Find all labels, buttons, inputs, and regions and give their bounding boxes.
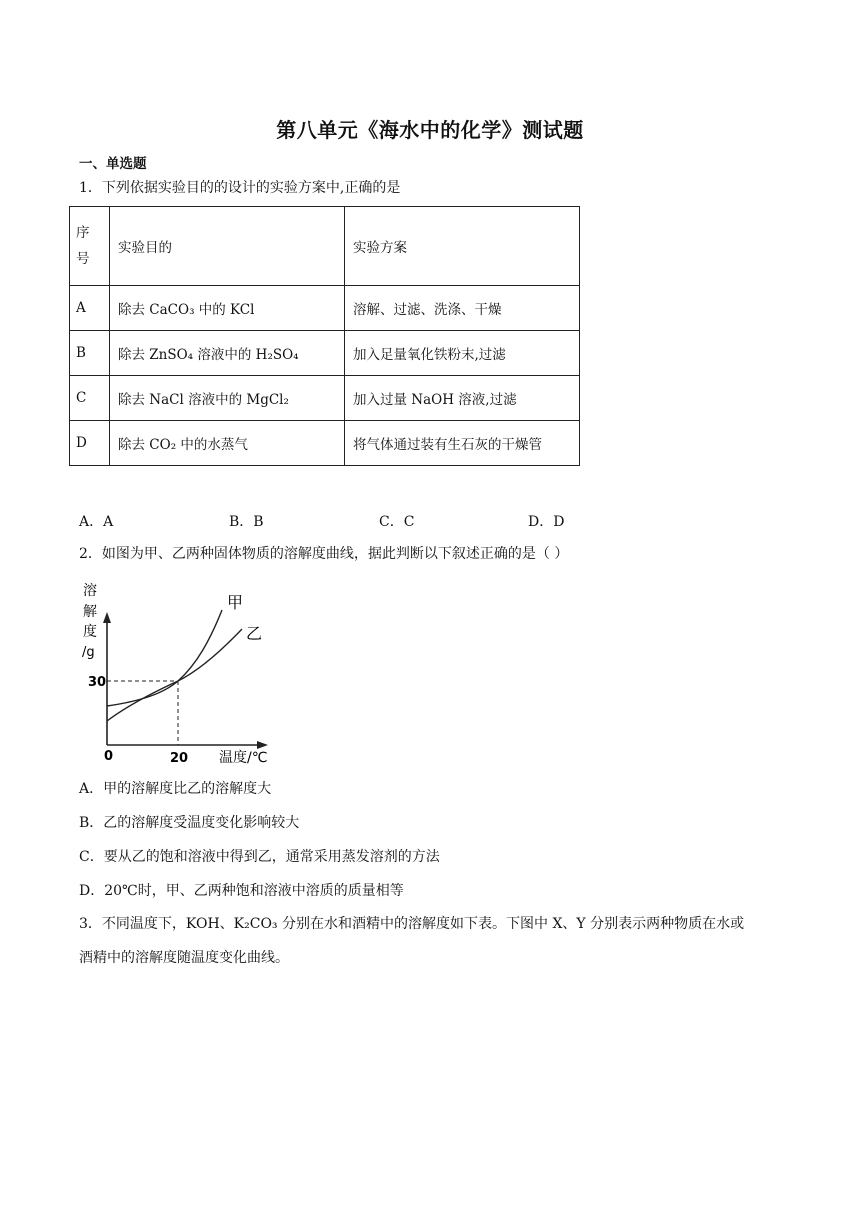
question-1-stem: 1．下列依据实验目的的设计的实验方案中,正确的是 [79,180,401,196]
row-plan: 溶解、过滤、洗涤、干燥 [345,286,580,331]
table-row [70,331,580,376]
y-axis-arrow [103,612,111,623]
table-row [70,376,580,421]
x-axis-arrow [257,741,268,749]
solubility-curve-figure [72,578,282,770]
q1-option-d: D．D [528,514,565,530]
y-label-char-3: 度 [83,624,97,640]
y-label-char-2: 解 [83,604,97,620]
table-header-row [70,207,580,286]
q2-option-a: A．甲的溶解度比乙的溶解度大 [79,781,272,797]
row-purpose: 除去 ZnSO₄ 溶液中的 H₂SO₄ [110,331,345,376]
experiment-table [69,206,580,466]
header-seq-char-1: 序 [76,225,90,241]
row-id: D [70,421,110,466]
row-purpose: 除去 CO₂ 中的水蒸气 [110,421,345,466]
origin-label: 0 [104,749,114,764]
q2-option-c: C．要从乙的饱和溶液中得到乙，通常采用蒸发溶剂的方法 [79,849,440,865]
row-id: C [70,376,110,421]
q1-option-c: C．C [379,514,415,530]
header-purpose: 实验目的 [110,207,345,286]
row-plan: 将气体通过装有生石灰的干燥管 [345,421,580,466]
table-row [70,286,580,331]
x-axis-label: 温度/℃ [219,750,268,766]
q2-option-d: D．20℃时，甲、乙两种饱和溶液中溶质的质量相等 [79,883,404,899]
row-purpose: 除去 CaCO₃ 中的 KCl [110,286,345,331]
row-plan: 加入足量氧化铁粉末,过滤 [345,331,580,376]
page-title: 第八单元《海水中的化学》测试题 [276,118,584,142]
question-2-stem: 2．如图为甲、乙两种固体物质的溶解度曲线，据此判断以下叙述正确的是（ ） [79,546,569,562]
x-tick-20: 20 [170,751,189,766]
section-heading: 一、单选题 [79,156,147,172]
header-seq [70,207,110,286]
question-3-stem-line-2: 酒精中的溶解度随温度变化曲线。 [79,950,289,966]
row-id: A [70,286,110,331]
header-plan: 实验方案 [345,207,580,286]
q1-option-b: B．B [229,514,264,530]
y-label-char-4: /g [82,645,95,660]
curve-label-yi: 乙 [246,624,263,643]
q1-option-a: A．A [79,514,114,530]
question-3-stem-line-1: 3．不同温度下，KOH、K₂CO₃ 分别在水和酒精中的溶解度如下表。下图中 X、Y 分别表示两种物质在水或 [79,916,745,932]
q2-option-b: B．乙的溶解度受温度变化影响较大 [79,815,300,831]
curve-label-jia: 甲 [227,593,244,612]
row-id: B [70,331,110,376]
row-purpose: 除去 NaCl 溶液中的 MgCl₂ [110,376,345,421]
curve-jia [107,610,222,706]
y-label-char-1: 溶 [83,583,97,599]
y-tick-30: 30 [88,675,107,690]
row-plan: 加入过量 NaOH 溶液,过滤 [345,376,580,421]
table-row [70,421,580,466]
curve-yi [107,629,242,721]
header-seq-char-2: 号 [76,251,90,267]
